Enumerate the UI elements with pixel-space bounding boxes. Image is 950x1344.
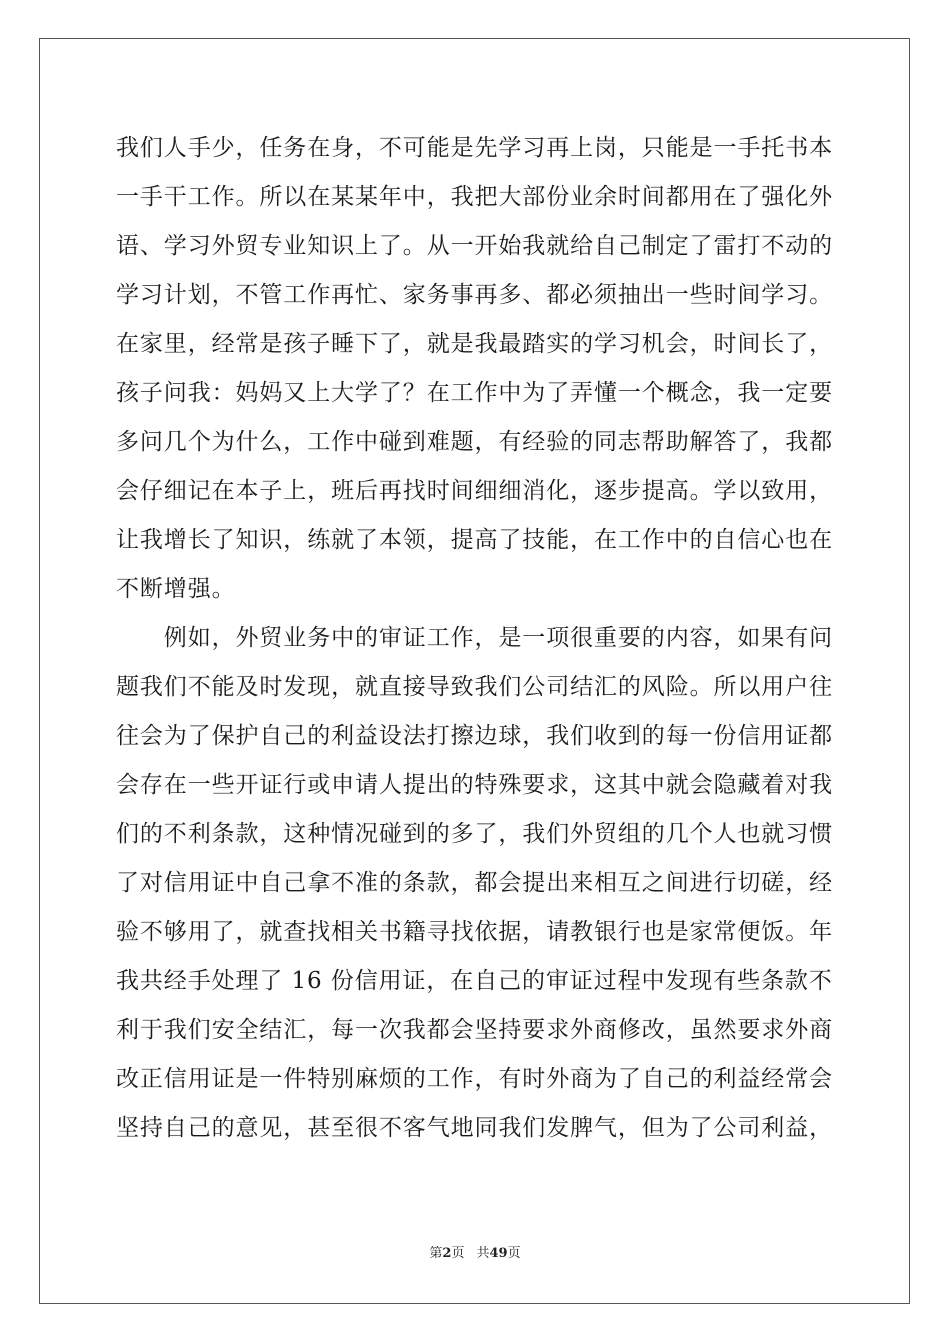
text-line: 例如，外贸业务中的审证工作，是一项很重要的内容，如果有问 xyxy=(116,625,833,651)
text-line: 验不够用了，就查找相关书籍寻找依据，请教银行也是家常便饭。年 xyxy=(116,919,833,945)
text-line: 利于我们安全结汇，每一次我都会坚持要求外商修改，虽然要求外商 xyxy=(116,1017,833,1043)
text-line: 不断增强。 xyxy=(116,576,236,602)
text-line: 坚持自己的意见，甚至很不客气地同我们发脾气，但为了公司利益， xyxy=(116,1115,833,1141)
text-line: 我共经手处理了 16 份信用证，在自己的审证过程中发现有些条款不 xyxy=(116,968,833,994)
text-line: 我们人手少，任务在身，不可能是先学习再上岗，只能是一手托书本 xyxy=(116,135,833,161)
text-line: 们的不利条款，这种情况碰到的多了，我们外贸组的几个人也就习惯 xyxy=(116,821,833,847)
text-line: 了对信用证中自己拿不准的条款，都会提出来相互之间进行切磋，经 xyxy=(116,870,833,896)
page-suffix: 页 xyxy=(451,1246,465,1261)
page-number: 2 xyxy=(442,1246,452,1261)
text-line: 会仔细记在本子上，班后再找时间细细消化，逐步提高。学以致用， xyxy=(116,478,833,504)
text-line: 在家里，经常是孩子睡下了，就是我最踏实的学习机会，时间长了， xyxy=(116,331,833,357)
text-line: 改正信用证是一件特别麻烦的工作，有时外商为了自己的利益经常会 xyxy=(116,1066,833,1092)
text-line: 一手干工作。所以在某某年中，我把大部份业余时间都用在了强化外 xyxy=(116,184,833,210)
text-line: 孩子问我：妈妈又上大学了？在工作中为了弄懂一个概念，我一定要 xyxy=(116,380,833,406)
text-line: 会存在一些开证行或申请人提出的特殊要求，这其中就会隐藏着对我 xyxy=(116,772,833,798)
text-line: 让我增长了知识，练就了本领，提高了技能，在工作中的自信心也在 xyxy=(116,527,833,553)
page-footer xyxy=(0,1244,950,1264)
text-line: 题我们不能及时发现，就直接导致我们公司结汇的风险。所以用户往 xyxy=(116,674,833,700)
text-line: 多问几个为什么，工作中碰到难题，有经验的同志帮助解答了，我都 xyxy=(116,429,833,455)
text-line: 往会为了保护自己的利益设法打擦边球，我们收到的每一份信用证都 xyxy=(116,723,833,749)
page-prefix: 第 xyxy=(429,1246,443,1261)
total-suffix: 页 xyxy=(507,1246,521,1261)
total-pages: 49 xyxy=(489,1246,508,1261)
document-body xyxy=(116,124,836,1153)
text-line: 学习计划，不管工作再忙、家务事再多、都必须抽出一些时间学习。 xyxy=(116,282,833,308)
text-line: 语、学习外贸专业知识上了。从一开始我就给自己制定了雷打不动的 xyxy=(116,233,833,259)
total-prefix: 共 xyxy=(476,1246,490,1261)
